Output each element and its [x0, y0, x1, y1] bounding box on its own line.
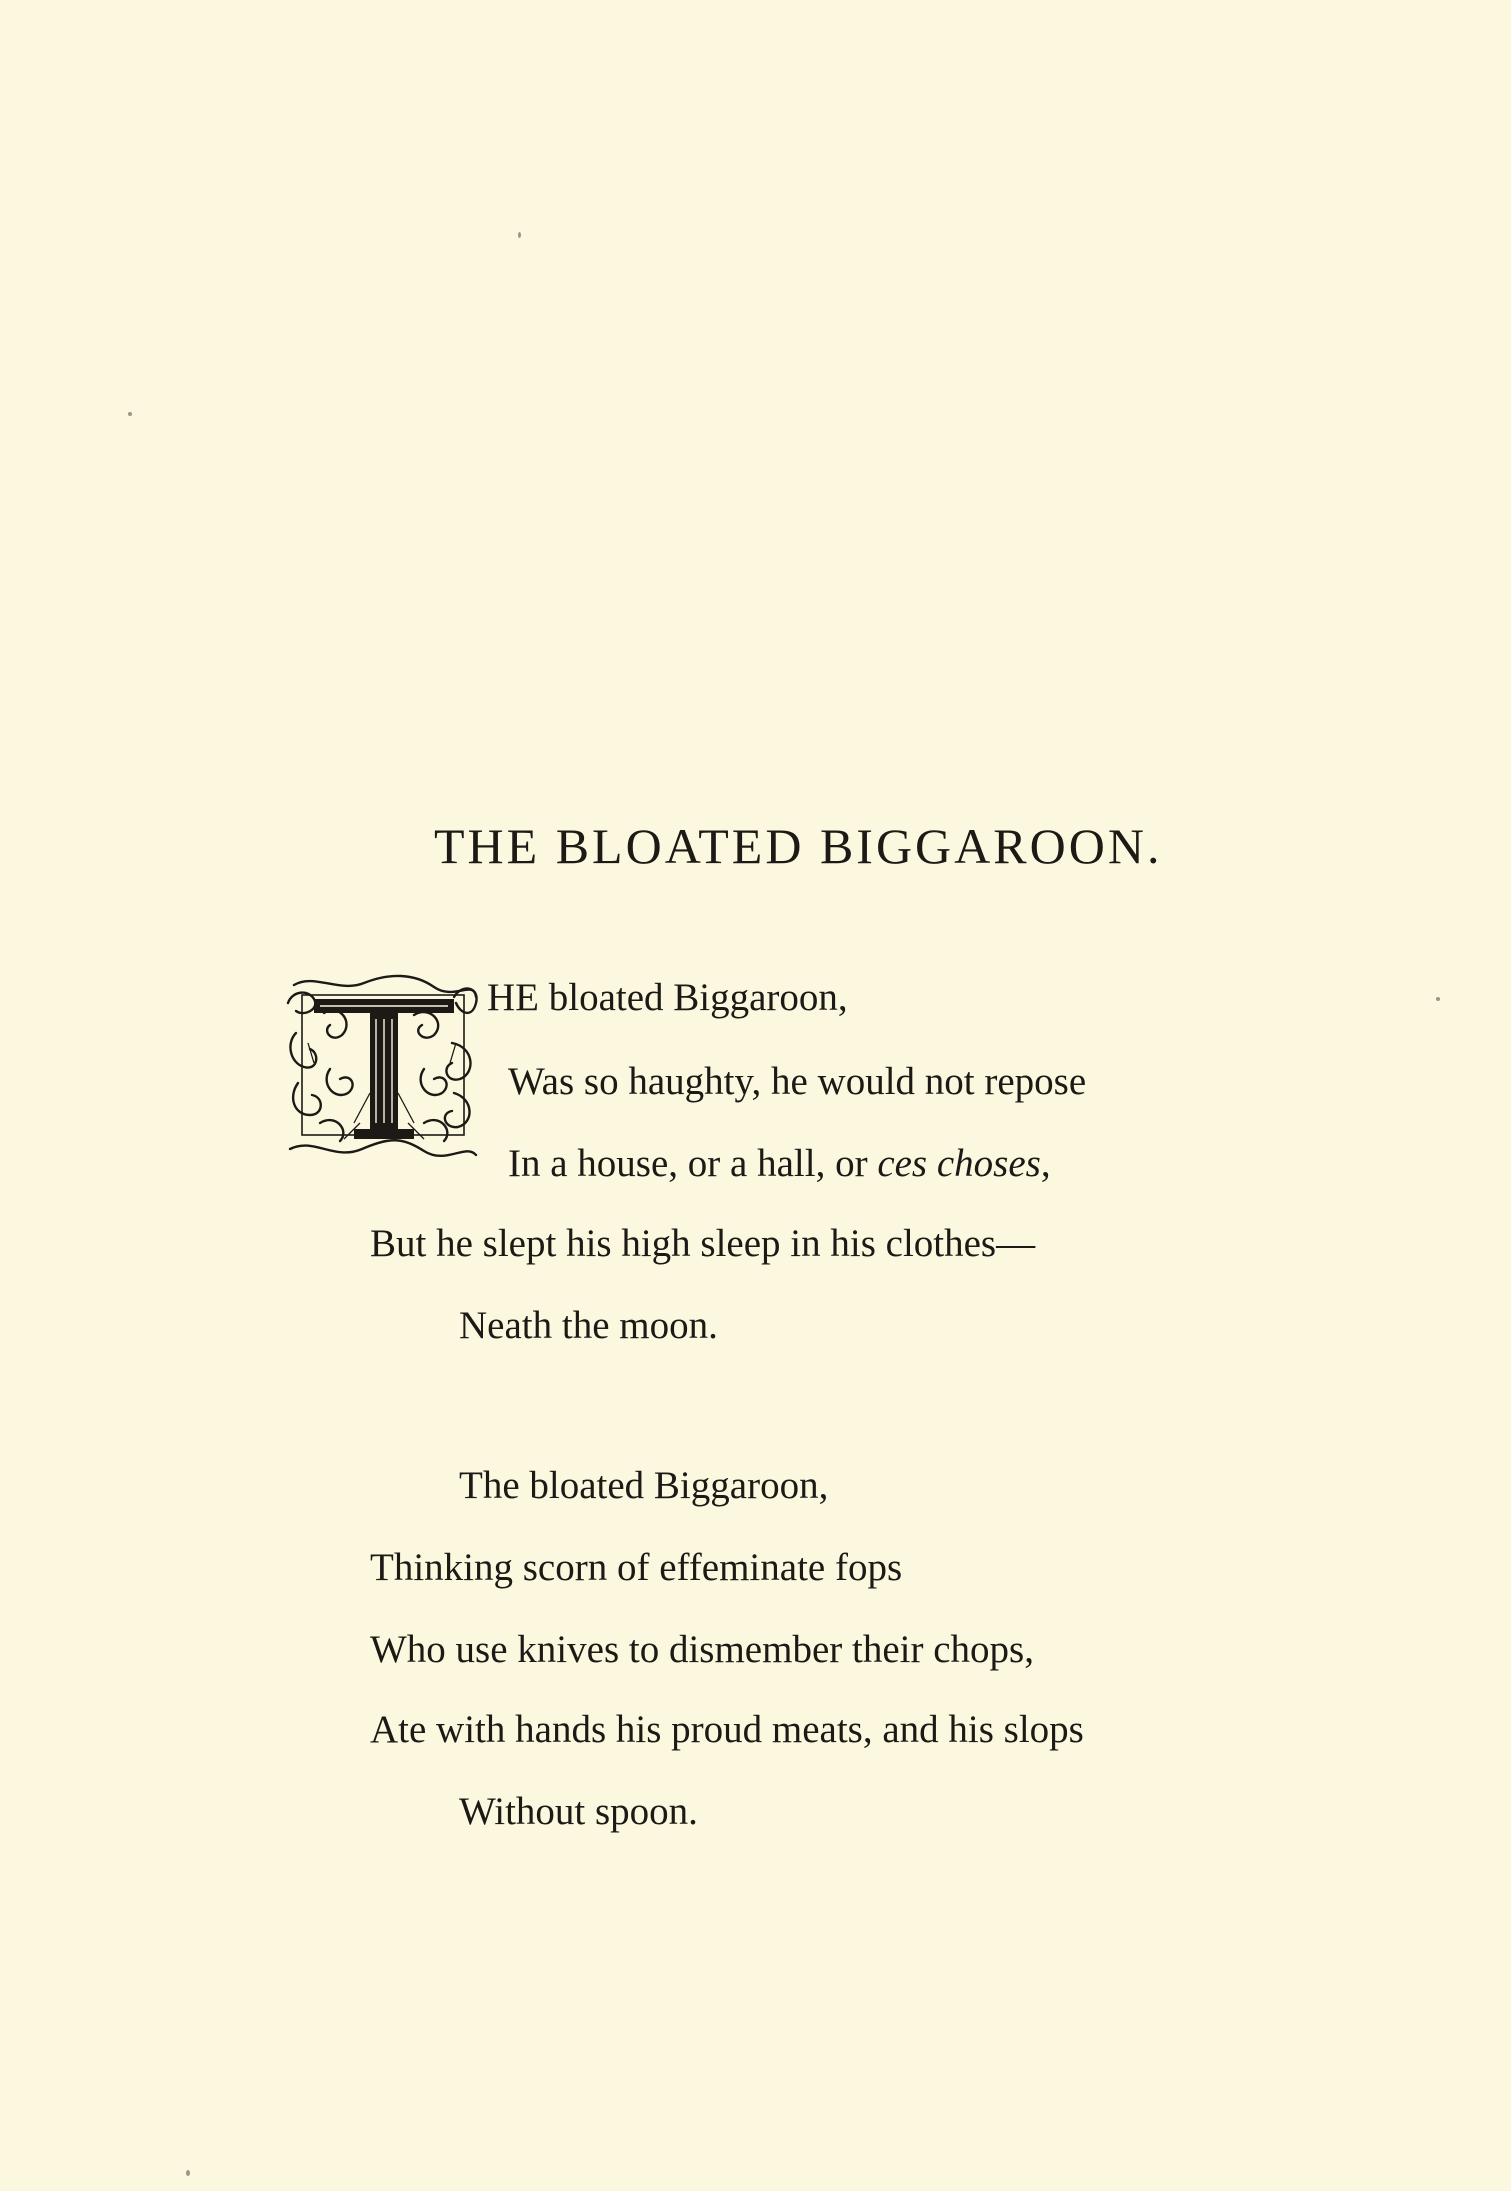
poem-line: But he slept his high sleep in his clothes— [370, 1222, 1036, 1265]
poem-line: Who use knives to dismember their chops, [370, 1628, 1034, 1671]
poem-line: Neath the moon. [459, 1304, 718, 1347]
poem-line: Thinking scorn of effeminate fops [370, 1546, 903, 1589]
paper-speck [518, 232, 521, 238]
poem-line: HE bloated Biggaroon, [487, 976, 848, 1019]
poem-line: Was so haughty, he would not repose [508, 1060, 1087, 1103]
paper-speck [1436, 997, 1440, 1001]
poem-line-text: In a house, or a hall, or [508, 1142, 878, 1185]
paper-speck [128, 412, 132, 416]
poem-line-italic: ces choses [877, 1142, 1041, 1185]
paper-speck [186, 2170, 190, 2176]
poem-title: THE BLOATED BIGGAROON. [434, 818, 1163, 874]
poem-line-punctuation: , [1040, 1142, 1051, 1185]
ornate-drop-cap-t-icon [284, 973, 482, 1167]
poem-line: The bloated Biggaroon, [459, 1464, 829, 1507]
poem-line [508, 1144, 1051, 1183]
poem-line: Without spoon. [459, 1790, 698, 1833]
poem-line: Ate with hands his proud meats, and his slops [370, 1708, 1084, 1751]
